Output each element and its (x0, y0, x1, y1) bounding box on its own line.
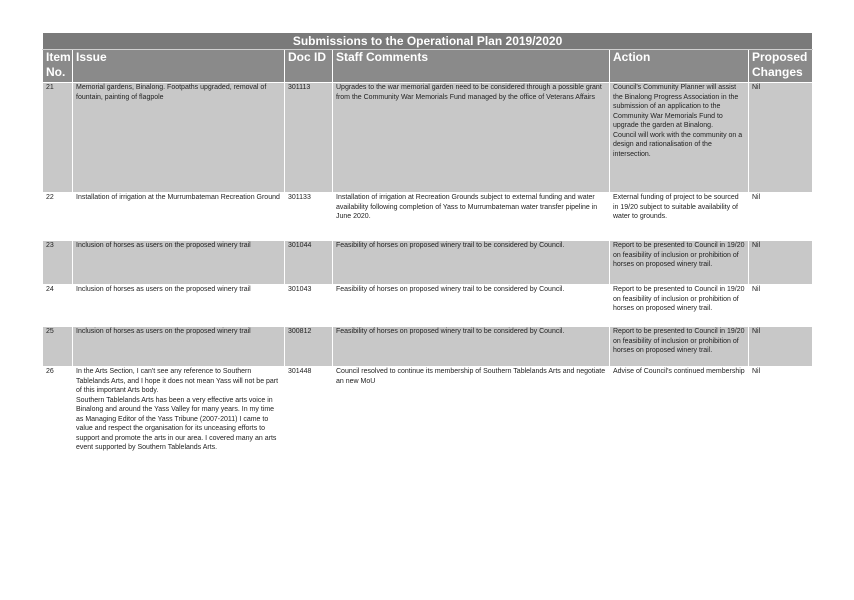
doc-id-cell: 301044 (285, 241, 333, 285)
issue-cell: Inclusion of horses as users on the proposed winery trail (73, 241, 285, 285)
proposed-changes-cell: Nil (749, 367, 813, 467)
action-cell: Report to be presented to Council in 19/20 on feasibility of inclusion or prohibition of horses on proposed winery trail. (610, 241, 749, 285)
doc-id-cell: 301133 (285, 193, 333, 241)
staff-comments-cell: Feasibility of horses on proposed winery trail to be considered by Council. (333, 241, 610, 285)
item-number: 23 (43, 241, 73, 285)
item-number: 26 (43, 367, 73, 467)
table-row (43, 241, 813, 285)
doc-id-cell: 301043 (285, 285, 333, 327)
header-doc-id: Doc ID (285, 50, 333, 83)
proposed-changes-cell: Nil (749, 327, 813, 367)
header-item-no: Item No. (43, 50, 73, 83)
issue-cell: Inclusion of horses as users on the proposed winery trail (73, 327, 285, 367)
doc-id-cell: 301448 (285, 367, 333, 467)
header-issue: Issue (73, 50, 285, 83)
action-cell: Advise of Council's continued membership (610, 367, 749, 467)
item-number: 24 (43, 285, 73, 327)
action-cell: Report to be presented to Council in 19/20 on feasibility of inclusion or prohibition of horses on proposed winery trail. (610, 327, 749, 367)
action-cell: Report to be presented to Council in 19/20 on feasibility of inclusion or prohibition of horses on proposed winery trail. (610, 285, 749, 327)
issue-cell: Inclusion of horses as users on the proposed winery trail (73, 285, 285, 327)
table-row (43, 83, 813, 193)
table-row (43, 327, 813, 367)
table-row (43, 193, 813, 241)
action-cell: Council's Community Planner will assist the Binalong Progress Association in the submission of an application to the Community War Memorials Fund to upgrade the garden at Binalong. Council will work with the community on a design and rationalisation of the intersection. (610, 83, 749, 193)
header-action: Action (610, 50, 749, 83)
proposed-changes-cell: Nil (749, 83, 813, 193)
action-cell: External funding of project to be sourced in 19/20 subject to suitable availability of water to grounds. (610, 193, 749, 241)
item-number: 25 (43, 327, 73, 367)
submissions-table (42, 32, 813, 467)
item-number: 22 (43, 193, 73, 241)
staff-comments-cell: Installation of irrigation at Recreation Grounds subject to external funding and water availability following completion of Yass to Murrumbateman water transfer pipeline in June 2020. (333, 193, 610, 241)
item-number: 21 (43, 83, 73, 193)
issue-cell: Memorial gardens, Binalong. Footpaths upgraded, removal of fountain, painting of flagpole (73, 83, 285, 193)
staff-comments-cell: Feasibility of horses on proposed winery trail to be considered by Council. (333, 327, 610, 367)
header-staff-comments: Staff Comments (333, 50, 610, 83)
issue-cell: In the Arts Section, I can't see any reference to Southern Tablelands Arts, and I hope it does not mean Yass will not be part of this important Arts body. Southern Tablelands Arts has been a very effective arts voice in Binalong and around the Yass Valley for many years. In my time as Managing Editor of the Yass Tribune (2007-2011) I came to value and respect the organisation for its unceasing efforts to support and promote the arts in our area. I covered many an arts event supported by Southern Tablelands Arts. (73, 367, 285, 467)
issue-cell: Installation of irrigation at the Murrumbateman Recreation Ground (73, 193, 285, 241)
staff-comments-cell: Feasibility of horses on proposed winery trail to be considered by Council. (333, 285, 610, 327)
staff-comments-cell: Council resolved to continue its membership of Southern Tablelands Arts and negotiate an new MoU (333, 367, 610, 467)
table-row (43, 367, 813, 467)
table-row (43, 285, 813, 327)
doc-id-cell: 301113 (285, 83, 333, 193)
table-title: Submissions to the Operational Plan 2019/2020 (43, 33, 813, 50)
proposed-changes-cell: Nil (749, 241, 813, 285)
staff-comments-cell: Upgrades to the war memorial garden need to be considered through a possible grant from the Community War Memorials Fund managed by the office of Veterans Affairs (333, 83, 610, 193)
header-proposed-changes: Proposed Changes (749, 50, 813, 83)
doc-id-cell: 300812 (285, 327, 333, 367)
proposed-changes-cell: Nil (749, 193, 813, 241)
proposed-changes-cell: Nil (749, 285, 813, 327)
